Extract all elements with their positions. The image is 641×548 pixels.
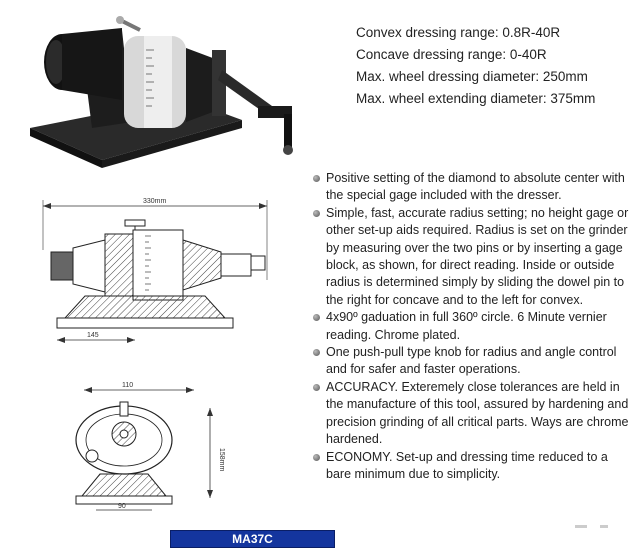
- bullet-icon: [313, 314, 320, 321]
- bullet-icon: [313, 175, 320, 182]
- model-badge: MA37C: [170, 530, 335, 548]
- feature-item: [313, 344, 635, 379]
- feature-list: [313, 170, 635, 483]
- feature-text: One push-pull type knob for radius and angle control and for safer and faster operations.: [326, 345, 617, 377]
- feature-text: 4x90º gaduation in full 360º circle. 6 Minute vernier reading. Chrome plated.: [326, 310, 607, 342]
- feature-text: ACCURACY. Exteremely close tolerances are held in the manufacture of this tool, assured by hardening and precision grinding of all critical parts. Ways are chrome hardened.: [326, 379, 629, 447]
- feature-item: [313, 205, 635, 309]
- bullet-icon: [313, 384, 320, 391]
- end-view-drawing: [62, 378, 232, 518]
- length-dimension-label: 330mm: [143, 198, 167, 205]
- feature-item: [313, 449, 635, 484]
- feature-text: Simple, fast, accurate radius setting; no height gage or other set-up aids required. Radius is set on the grinder by measuring over the two pins or by inserting a gage block, as shown, for direct reading. Inside or outside radius is determined simply by sliding the dowel pin to the right for concave and to the left for convex.: [326, 205, 629, 307]
- bullet-icon: [313, 210, 320, 217]
- spec-max-extending-diameter: Max. wheel extending diameter: 375mm: [356, 91, 596, 106]
- feature-text: Positive setting of the diamond to absolute center with the special gage included with the dresser.: [326, 171, 625, 203]
- feature-item: [313, 309, 635, 344]
- scan-mark: [575, 525, 587, 528]
- bullet-icon: [313, 349, 320, 356]
- spec-list: [356, 22, 626, 110]
- bullet-icon: [313, 454, 320, 461]
- spec-convex-range: Convex dressing range: 0.8R-40R: [356, 25, 561, 40]
- scan-mark: [600, 525, 608, 528]
- end-base-dimension-label: 90: [118, 503, 126, 510]
- spec-max-dressing-diameter: Max. wheel dressing diameter: 250mm: [356, 69, 588, 84]
- spec-concave-range: Concave dressing range: 0-40R: [356, 47, 547, 62]
- feature-text: ECONOMY. Set-up and dressing time reduced to a bare minimum due to simplicity.: [326, 449, 608, 481]
- feature-item: [313, 170, 635, 205]
- feature-item: [313, 379, 635, 449]
- height-dimension-label: 158mm: [218, 448, 225, 472]
- side-view-drawing: [25, 190, 285, 350]
- base-dimension-label: 145: [87, 332, 99, 339]
- product-photo: [22, 10, 312, 168]
- width-dimension-label: 110: [122, 382, 134, 389]
